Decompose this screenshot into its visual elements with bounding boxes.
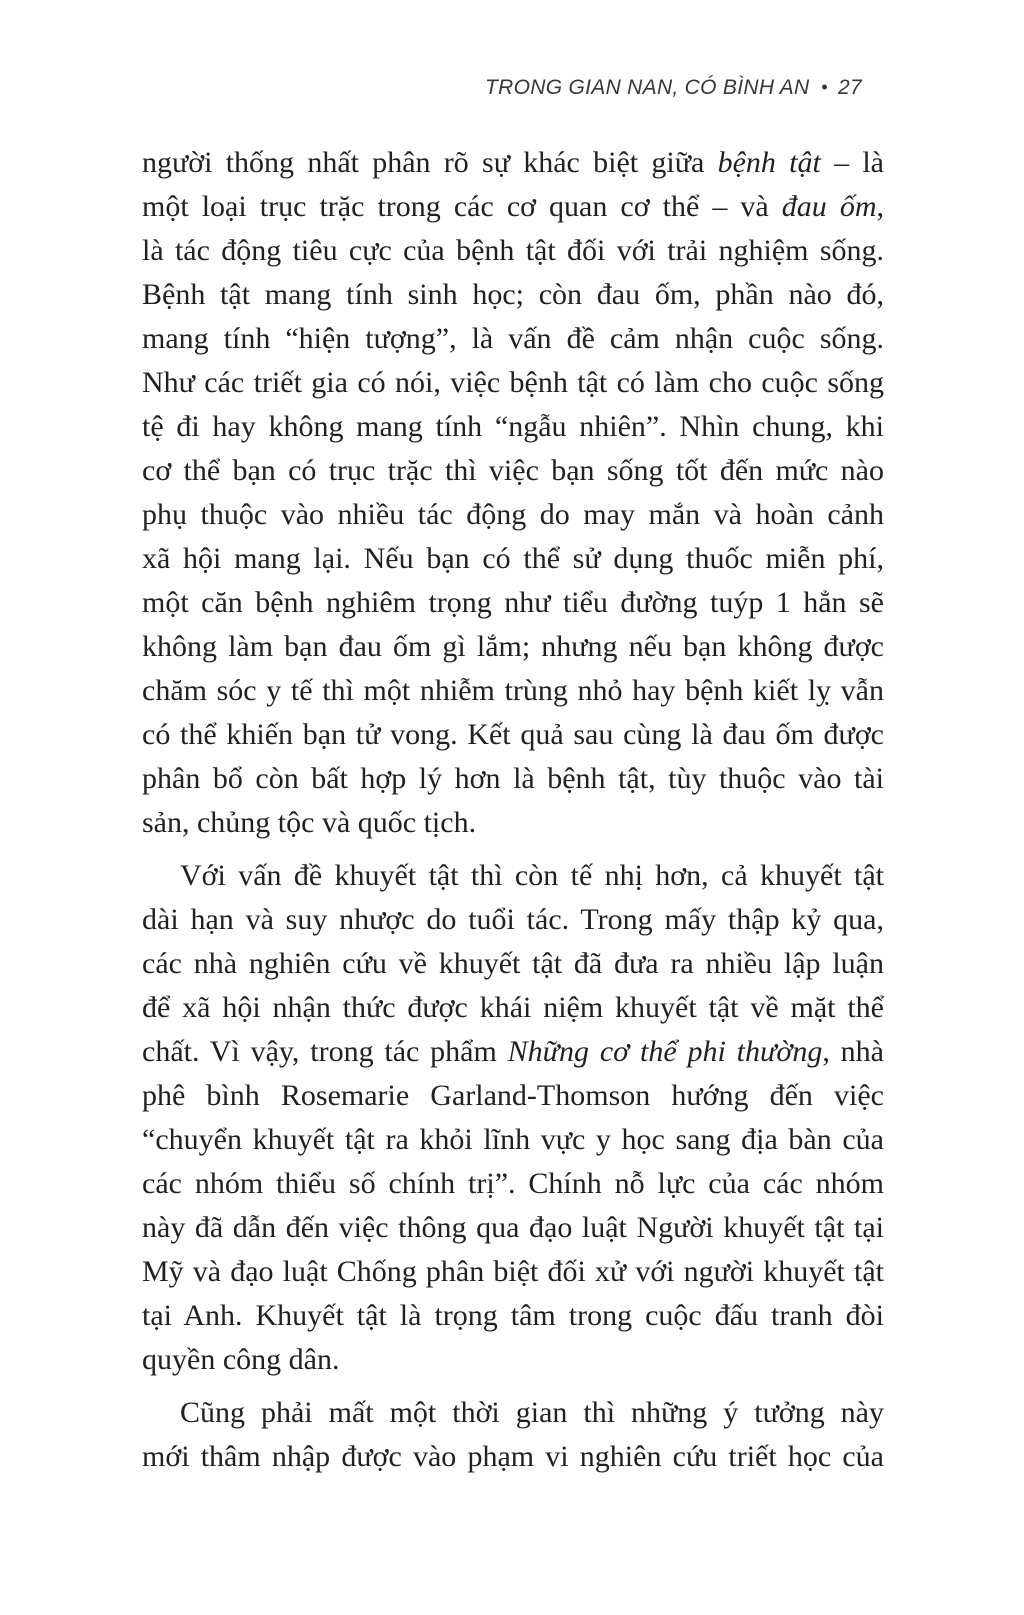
paragraph [142, 854, 884, 1382]
text-run: để xã hội nhận thức được khái niệm khuyết tật về mặt thể [142, 991, 884, 1024]
text-line [142, 854, 884, 898]
text-line [142, 1435, 884, 1479]
text-run: phụ thuộc vào nhiều tác động do may mắn và hoàn cảnh [142, 498, 884, 531]
text-run: này đã dẫn đến việc thông qua đạo luật Người khuyết tật tại [142, 1211, 884, 1244]
text-line [142, 1250, 884, 1294]
text-run: có thể khiến bạn tử vong. Kết quả sau cùng là đau ốm được [142, 718, 884, 751]
text-run: xã hội mang lại. Nếu bạn có thể sử dụng thuốc miễn phí, [142, 542, 884, 575]
text-line [142, 1074, 884, 1118]
text-line [142, 229, 884, 273]
paragraph [142, 1391, 884, 1479]
italic-term: bệnh tật [717, 146, 821, 179]
text-run: Bệnh tật mang tính sinh học; còn đau ốm, phần nào đó, [142, 278, 884, 311]
text-run: sản, chủng tộc và quốc tịch. [142, 806, 477, 839]
text-run: – là [820, 146, 884, 179]
text-run: “chuyển khuyết tật ra khỏi lĩnh vực y học sang địa bàn của [142, 1123, 884, 1156]
text-run: mang tính “hiện tượng”, là vấn đề cảm nhận cuộc sống. [142, 322, 884, 355]
text-line [142, 942, 884, 986]
italic-term: Những cơ thể phi thường [507, 1035, 823, 1068]
text-line [142, 625, 884, 669]
text-run: Cũng phải mất một thời gian thì những ý tưởng này [180, 1396, 884, 1429]
text-line [142, 1338, 884, 1382]
text-run: chất. Vì vậy, trong tác phẩm [142, 1035, 508, 1068]
text-run: Như các triết gia có nói, việc bệnh tật có làm cho cuộc sống [142, 366, 884, 399]
text-line [142, 898, 884, 942]
text-run: , [876, 190, 884, 223]
body-text [142, 141, 884, 1479]
text-run: quyền công dân. [142, 1343, 340, 1376]
text-line [142, 1030, 884, 1074]
text-line [142, 405, 884, 449]
text-line [142, 669, 884, 713]
separator-bullet: • [821, 77, 829, 97]
text-run: tệ đi hay không mang tính “ngẫu nhiên”. Nhìn chung, khi [142, 410, 884, 443]
text-line [142, 1118, 884, 1162]
text-run: một căn bệnh nghiêm trọng như tiểu đường tuýp 1 hẳn sẽ [142, 586, 884, 619]
paragraph [142, 141, 884, 845]
text-run: phân bổ còn bất hợp lý hơn là bệnh tật, tùy thuộc vào tài [142, 762, 884, 795]
text-line [142, 581, 884, 625]
text-line [142, 757, 884, 801]
text-line [142, 1391, 884, 1435]
text-run: là tác động tiêu cực của bệnh tật đối với trải nghiệm sống. [142, 234, 884, 267]
text-line [142, 801, 884, 845]
text-run: không làm bạn đau ốm gì lắm; nhưng nếu bạn không được [142, 630, 884, 663]
text-run: chăm sóc y tế thì một nhiễm trùng nhỏ hay bệnh kiết lỵ vẫn [142, 674, 884, 707]
text-run: cơ thể bạn có trục trặc thì việc bạn sống tốt đến mức nào [142, 454, 884, 487]
text-line [142, 986, 884, 1030]
text-run: Mỹ và đạo luật Chống phân biệt đối xử với người khuyết tật [142, 1255, 884, 1288]
text-line [142, 317, 884, 361]
text-run: Với vấn đề khuyết tật thì còn tế nhị hơn, cả khuyết tật [180, 859, 884, 892]
text-run: một loại trục trặc trong các cơ quan cơ thể – và [142, 190, 782, 223]
text-line [142, 449, 884, 493]
italic-term: đau ốm [781, 190, 877, 223]
text-line [142, 1294, 884, 1338]
text-line [142, 1206, 884, 1250]
text-run: tại Anh. Khuyết tật là trọng tâm trong cuộc đấu tranh đòi [142, 1299, 884, 1332]
text-line [142, 141, 884, 185]
text-line [142, 1162, 884, 1206]
text-run: mới thâm nhập được vào phạm vi nghiên cứu triết học của [142, 1440, 884, 1473]
text-line [142, 713, 884, 757]
text-line [142, 361, 884, 405]
text-run: phê bình Rosemarie Garland-Thomson hướng đến việc [142, 1079, 884, 1112]
running-title: TRONG GIAN NAN, CÓ BÌNH AN [485, 76, 810, 99]
text-run: các nhóm thiểu số chính trị”. Chính nỗ lực của các nhóm [142, 1167, 884, 1200]
running-head [485, 76, 862, 100]
text-line [142, 185, 884, 229]
text-run: dài hạn và suy nhược do tuổi tác. Trong mấy thập kỷ qua, [142, 903, 884, 936]
text-line [142, 273, 884, 317]
page-number: 27 [838, 76, 862, 99]
text-run: người thống nhất phân rõ sự khác biệt giữa [142, 146, 718, 179]
text-run: các nhà nghiên cứu về khuyết tật đã đưa ra nhiều lập luận [142, 947, 884, 980]
text-line [142, 493, 884, 537]
text-line [142, 537, 884, 581]
text-run: , nhà [822, 1035, 884, 1068]
